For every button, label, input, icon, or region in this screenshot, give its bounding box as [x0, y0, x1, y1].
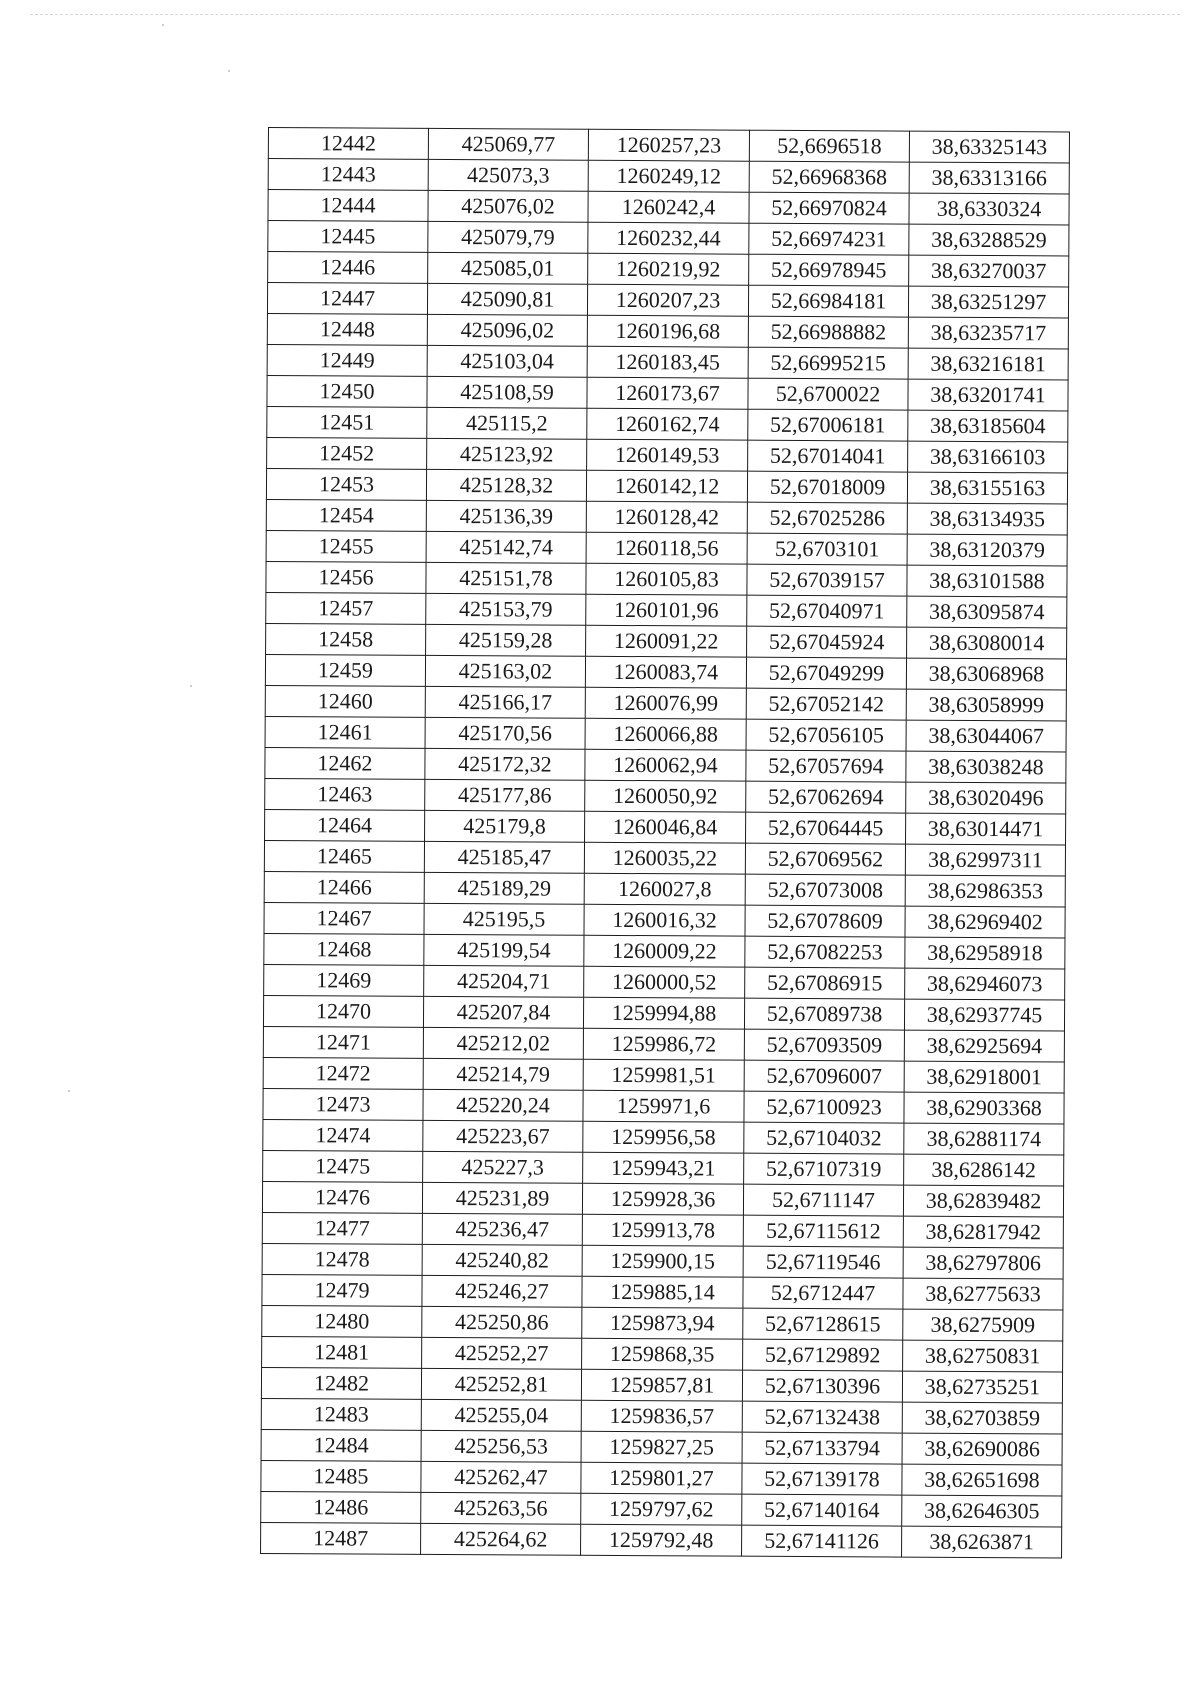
table-row [264, 964, 1065, 999]
x-coordinate-cell: 425207,84 [423, 996, 583, 1028]
latitude-cell: 52,6696518 [749, 130, 909, 162]
point-number-cell: 12481 [262, 1336, 422, 1368]
x-coordinate-cell: 425123,92 [427, 438, 587, 470]
y-coordinate-cell: 1260009,22 [584, 935, 745, 967]
longitude-cell: 38,62997311 [905, 844, 1065, 876]
point-number-cell: 12483 [261, 1398, 421, 1430]
table-row [262, 1181, 1063, 1216]
x-coordinate-cell: 425195,5 [424, 903, 584, 935]
longitude-cell: 38,6286142 [904, 1154, 1064, 1186]
y-coordinate-cell: 1260016,32 [584, 904, 745, 936]
latitude-cell: 52,67039157 [747, 564, 907, 596]
x-coordinate-cell: 425185,47 [424, 841, 584, 873]
y-coordinate-cell: 1259943,21 [583, 1152, 744, 1184]
longitude-cell: 38,6263871 [902, 1526, 1062, 1558]
table-row [261, 1367, 1062, 1402]
table-row [265, 716, 1066, 751]
y-coordinate-cell: 1260242,4 [588, 191, 749, 223]
table-row [265, 654, 1066, 689]
scan-speck [190, 685, 192, 687]
longitude-cell: 38,62958918 [905, 937, 1065, 969]
latitude-cell: 52,67018009 [747, 471, 907, 503]
x-coordinate-cell: 425069,77 [428, 128, 588, 160]
latitude-cell: 52,67130396 [742, 1370, 902, 1402]
y-coordinate-cell: 1260000,52 [584, 966, 745, 998]
point-number-cell: 12486 [261, 1491, 421, 1523]
point-number-cell: 12442 [268, 128, 428, 160]
point-number-cell: 12445 [268, 221, 428, 253]
table-row [266, 561, 1067, 596]
table-row [265, 809, 1066, 844]
y-coordinate-cell: 1260257,23 [588, 129, 749, 161]
y-coordinate-cell: 1260091,22 [586, 625, 747, 657]
y-coordinate-cell: 1260035,22 [584, 842, 745, 874]
latitude-cell: 52,66968368 [749, 161, 909, 193]
longitude-cell: 38,63313166 [909, 162, 1069, 194]
x-coordinate-cell: 425136,39 [426, 500, 586, 532]
y-coordinate-cell: 1260128,42 [586, 501, 747, 533]
x-coordinate-cell: 425199,54 [424, 934, 584, 966]
latitude-cell: 52,67057694 [746, 750, 906, 782]
longitude-cell: 38,62918001 [904, 1061, 1064, 1093]
x-coordinate-cell: 425223,67 [423, 1120, 583, 1152]
table-row [265, 747, 1066, 782]
table-row [268, 128, 1069, 163]
table-row [267, 313, 1068, 348]
x-coordinate-cell: 425204,71 [424, 965, 584, 997]
table-row [262, 1212, 1063, 1247]
longitude-cell: 38,62690086 [902, 1433, 1062, 1465]
latitude-cell: 52,67107319 [744, 1153, 904, 1185]
table-row [261, 1491, 1062, 1526]
longitude-cell: 38,63134935 [907, 503, 1067, 535]
table-row [267, 344, 1068, 379]
point-number-cell: 12475 [263, 1150, 423, 1182]
point-number-cell: 12473 [263, 1088, 423, 1120]
point-number-cell: 12459 [265, 654, 425, 686]
latitude-cell: 52,67056105 [746, 719, 906, 751]
point-number-cell: 12461 [265, 716, 425, 748]
table-row [268, 252, 1069, 287]
table-row [262, 1305, 1063, 1340]
x-coordinate-cell: 425151,78 [426, 562, 586, 594]
point-number-cell: 12468 [264, 933, 424, 965]
x-coordinate-cell: 425096,02 [427, 314, 587, 346]
x-coordinate-cell: 425264,62 [421, 1523, 581, 1555]
point-number-cell: 12471 [263, 1026, 423, 1058]
point-number-cell: 12485 [261, 1460, 421, 1492]
latitude-cell: 52,66995215 [748, 347, 908, 379]
longitude-cell: 38,62986353 [905, 875, 1065, 907]
y-coordinate-cell: 1259986,72 [583, 1028, 744, 1060]
y-coordinate-cell: 1259928,36 [582, 1183, 743, 1215]
x-coordinate-cell: 425252,81 [421, 1368, 581, 1400]
latitude-cell: 52,67052142 [746, 688, 906, 720]
latitude-cell: 52,67082253 [745, 936, 905, 968]
y-coordinate-cell: 1260076,99 [585, 687, 746, 719]
table-row [263, 1119, 1064, 1154]
point-number-cell: 12484 [261, 1429, 421, 1461]
x-coordinate-cell: 425085,01 [428, 252, 588, 284]
x-coordinate-cell: 425170,56 [425, 717, 585, 749]
y-coordinate-cell: 1259873,94 [582, 1307, 743, 1339]
y-coordinate-cell: 1260118,56 [586, 532, 747, 564]
table-row [261, 1398, 1062, 1433]
longitude-cell: 38,6275909 [903, 1309, 1063, 1341]
table-row [264, 902, 1065, 937]
longitude-cell: 38,63068968 [906, 658, 1066, 690]
latitude-cell: 52,67064445 [746, 812, 906, 844]
latitude-cell: 52,67115612 [743, 1215, 903, 1247]
point-number-cell: 12487 [261, 1522, 421, 1554]
table-row [266, 592, 1067, 627]
table-row [263, 1026, 1064, 1061]
y-coordinate-cell: 1259885,14 [582, 1276, 743, 1308]
table-row [265, 685, 1066, 720]
longitude-cell: 38,62703859 [902, 1402, 1062, 1434]
latitude-cell: 52,67049299 [746, 657, 906, 689]
x-coordinate-cell: 425159,28 [426, 624, 586, 656]
table-row [266, 623, 1067, 658]
table-row [261, 1429, 1062, 1464]
table-row [263, 1088, 1064, 1123]
x-coordinate-cell: 425073,3 [428, 159, 588, 191]
longitude-cell: 38,62646305 [902, 1495, 1062, 1527]
table-row [267, 437, 1068, 472]
latitude-cell: 52,6700022 [748, 378, 908, 410]
latitude-cell: 52,66978945 [749, 254, 909, 286]
y-coordinate-cell: 1259994,88 [583, 997, 744, 1029]
point-number-cell: 12453 [266, 468, 426, 500]
x-coordinate-cell: 425076,02 [428, 190, 588, 222]
point-number-cell: 12450 [267, 375, 427, 407]
y-coordinate-cell: 1260062,94 [585, 749, 746, 781]
x-coordinate-cell: 425179,8 [425, 810, 585, 842]
x-coordinate-cell: 425189,29 [424, 872, 584, 904]
y-coordinate-cell: 1259971,6 [583, 1090, 744, 1122]
longitude-cell: 38,63201741 [908, 379, 1068, 411]
x-coordinate-cell: 425142,74 [426, 531, 586, 563]
table-row [268, 159, 1069, 194]
latitude-cell: 52,67086915 [745, 967, 905, 999]
point-number-cell: 12454 [266, 499, 426, 531]
table-row [267, 283, 1068, 318]
y-coordinate-cell: 1260162,74 [587, 408, 748, 440]
table-row [264, 871, 1065, 906]
longitude-cell: 38,62797806 [903, 1247, 1063, 1279]
latitude-cell: 52,66970824 [749, 192, 909, 224]
point-number-cell: 12460 [265, 685, 425, 717]
latitude-cell: 52,67104032 [744, 1122, 904, 1154]
point-number-cell: 12455 [266, 530, 426, 562]
longitude-cell: 38,63095874 [907, 596, 1067, 628]
x-coordinate-cell: 425255,04 [421, 1399, 581, 1431]
x-coordinate-cell: 425090,81 [427, 283, 587, 315]
point-number-cell: 12452 [267, 437, 427, 469]
x-coordinate-cell: 425252,27 [422, 1337, 582, 1369]
latitude-cell: 52,67025286 [747, 502, 907, 534]
y-coordinate-cell: 1259900,15 [582, 1245, 743, 1277]
x-coordinate-cell: 425246,27 [422, 1275, 582, 1307]
table-row [262, 1336, 1063, 1371]
point-number-cell: 12479 [262, 1274, 422, 1306]
point-number-cell: 12482 [261, 1367, 421, 1399]
y-coordinate-cell: 1260232,44 [588, 222, 749, 254]
y-coordinate-cell: 1260196,68 [587, 315, 748, 347]
longitude-cell: 38,62735251 [902, 1371, 1062, 1403]
longitude-cell: 38,63216181 [908, 348, 1068, 380]
latitude-cell: 52,6711147 [743, 1184, 903, 1216]
point-number-cell: 12476 [262, 1181, 422, 1213]
point-number-cell: 12446 [268, 252, 428, 284]
y-coordinate-cell: 1260046,84 [585, 811, 746, 843]
latitude-cell: 52,67096007 [744, 1060, 904, 1092]
x-coordinate-cell: 425128,32 [426, 469, 586, 501]
longitude-cell: 38,63120379 [907, 534, 1067, 566]
y-coordinate-cell: 1259913,78 [582, 1214, 743, 1246]
point-number-cell: 12449 [267, 344, 427, 376]
longitude-cell: 38,62969402 [905, 906, 1065, 938]
latitude-cell: 52,67014041 [748, 440, 908, 472]
y-coordinate-cell: 1259956,58 [583, 1121, 744, 1153]
y-coordinate-cell: 1260027,8 [584, 873, 745, 905]
y-coordinate-cell: 1260183,45 [587, 346, 748, 378]
x-coordinate-cell: 425256,53 [421, 1430, 581, 1462]
x-coordinate-cell: 425079,79 [428, 221, 588, 253]
point-number-cell: 12444 [268, 190, 428, 222]
y-coordinate-cell: 1260050,92 [585, 780, 746, 812]
latitude-cell: 52,67139178 [742, 1463, 902, 1495]
longitude-cell: 38,62946073 [905, 968, 1065, 1000]
y-coordinate-cell: 1259797,62 [581, 1493, 742, 1525]
y-coordinate-cell: 1259868,35 [582, 1338, 743, 1370]
table-row [263, 1150, 1064, 1185]
point-number-cell: 12465 [264, 840, 424, 872]
y-coordinate-cell: 1260066,88 [585, 718, 746, 750]
longitude-cell: 38,63288529 [909, 224, 1069, 256]
y-coordinate-cell: 1259981,51 [583, 1059, 744, 1091]
point-number-cell: 12443 [268, 159, 428, 191]
longitude-cell: 38,63101588 [907, 565, 1067, 597]
longitude-cell: 38,63058999 [906, 689, 1066, 721]
point-number-cell: 12470 [263, 995, 423, 1027]
table-row [267, 375, 1068, 410]
y-coordinate-cell: 1260207,23 [587, 284, 748, 316]
latitude-cell: 52,66988882 [748, 316, 908, 348]
longitude-cell: 38,63020496 [906, 782, 1066, 814]
point-number-cell: 12477 [262, 1212, 422, 1244]
point-number-cell: 12457 [266, 592, 426, 624]
longitude-cell: 38,62750831 [903, 1340, 1063, 1372]
x-coordinate-cell: 425115,2 [427, 407, 587, 439]
x-coordinate-cell: 425263,56 [421, 1492, 581, 1524]
x-coordinate-cell: 425163,02 [425, 655, 585, 687]
longitude-cell: 38,62817942 [903, 1216, 1063, 1248]
y-coordinate-cell: 1259857,81 [581, 1369, 742, 1401]
y-coordinate-cell: 1259827,25 [581, 1431, 742, 1463]
point-number-cell: 12447 [267, 283, 427, 315]
x-coordinate-cell: 425108,59 [427, 376, 587, 408]
scan-speck [228, 70, 230, 72]
longitude-cell: 38,62775633 [903, 1278, 1063, 1310]
latitude-cell: 52,67045924 [747, 626, 907, 658]
table-row [263, 995, 1064, 1030]
latitude-cell: 52,67119546 [743, 1246, 903, 1278]
x-coordinate-cell: 425250,86 [422, 1306, 582, 1338]
y-coordinate-cell: 1260101,96 [586, 594, 747, 626]
x-coordinate-cell: 425103,04 [427, 345, 587, 377]
latitude-cell: 52,67100923 [744, 1091, 904, 1123]
table-row [261, 1522, 1062, 1557]
x-coordinate-cell: 425262,47 [421, 1461, 581, 1493]
coordinates-table-body [261, 128, 1070, 1558]
x-coordinate-cell: 425240,82 [422, 1244, 582, 1276]
table-row [265, 778, 1066, 813]
latitude-cell: 52,67141126 [742, 1525, 902, 1557]
latitude-cell: 52,6712447 [743, 1277, 903, 1309]
point-number-cell: 12456 [266, 561, 426, 593]
longitude-cell: 38,62651698 [902, 1464, 1062, 1496]
point-number-cell: 12463 [265, 778, 425, 810]
point-number-cell: 12462 [265, 747, 425, 779]
table-row [266, 499, 1067, 534]
x-coordinate-cell: 425231,89 [422, 1182, 582, 1214]
latitude-cell: 52,67040971 [747, 595, 907, 627]
latitude-cell: 52,66974231 [749, 223, 909, 255]
longitude-cell: 38,63251297 [908, 286, 1068, 318]
point-number-cell: 12458 [266, 623, 426, 655]
table-row [262, 1274, 1063, 1309]
latitude-cell: 52,66984181 [748, 285, 908, 317]
x-coordinate-cell: 425177,86 [425, 779, 585, 811]
x-coordinate-cell: 425214,79 [423, 1058, 583, 1090]
point-number-cell: 12472 [263, 1057, 423, 1089]
table-row [263, 1057, 1064, 1092]
x-coordinate-cell: 425236,47 [422, 1213, 582, 1245]
latitude-cell: 52,67089738 [744, 998, 904, 1030]
longitude-cell: 38,6330324 [909, 193, 1069, 225]
x-coordinate-cell: 425166,17 [425, 686, 585, 718]
latitude-cell: 52,67069562 [745, 843, 905, 875]
y-coordinate-cell: 1260173,67 [587, 377, 748, 409]
y-coordinate-cell: 1259801,27 [581, 1462, 742, 1494]
longitude-cell: 38,63044067 [906, 720, 1066, 752]
point-number-cell: 12469 [264, 964, 424, 996]
longitude-cell: 38,63080014 [907, 627, 1067, 659]
table-row [268, 221, 1069, 256]
point-number-cell: 12480 [262, 1305, 422, 1337]
latitude-cell: 52,67006181 [748, 409, 908, 441]
latitude-cell: 52,67093509 [744, 1029, 904, 1061]
point-number-cell: 12464 [265, 809, 425, 841]
longitude-cell: 38,62903368 [904, 1092, 1064, 1124]
x-coordinate-cell: 425227,3 [423, 1151, 583, 1183]
longitude-cell: 38,63166103 [908, 441, 1068, 473]
scan-top-rule [30, 14, 1180, 15]
y-coordinate-cell: 1260249,12 [588, 160, 749, 192]
table-row [268, 190, 1069, 225]
longitude-cell: 38,63185604 [908, 410, 1068, 442]
latitude-cell: 52,67073008 [745, 874, 905, 906]
y-coordinate-cell: 1260142,12 [586, 470, 747, 502]
longitude-cell: 38,63038248 [906, 751, 1066, 783]
point-number-cell: 12478 [262, 1243, 422, 1275]
y-coordinate-cell: 1259792,48 [581, 1524, 742, 1556]
table-row [267, 406, 1068, 441]
y-coordinate-cell: 1260149,53 [587, 439, 748, 471]
longitude-cell: 38,63235717 [908, 317, 1068, 349]
scan-speck [162, 24, 164, 26]
longitude-cell: 38,62925694 [904, 1030, 1064, 1062]
latitude-cell: 52,67078609 [745, 905, 905, 937]
longitude-cell: 38,62937745 [904, 999, 1064, 1031]
y-coordinate-cell: 1259836,57 [581, 1400, 742, 1432]
table-row [262, 1243, 1063, 1278]
coordinates-table [260, 127, 1070, 1558]
longitude-cell: 38,63155163 [907, 472, 1067, 504]
latitude-cell: 52,67129892 [743, 1339, 903, 1371]
x-coordinate-cell: 425172,32 [425, 748, 585, 780]
longitude-cell: 38,62839482 [903, 1185, 1063, 1217]
latitude-cell: 52,6703101 [747, 533, 907, 565]
table-row [264, 840, 1065, 875]
scan-speck [68, 1090, 70, 1092]
x-coordinate-cell: 425212,02 [423, 1027, 583, 1059]
y-coordinate-cell: 1260105,83 [586, 563, 747, 595]
y-coordinate-cell: 1260219,92 [588, 253, 749, 285]
table-row [261, 1460, 1062, 1495]
longitude-cell: 38,63014471 [906, 813, 1066, 845]
point-number-cell: 12467 [264, 902, 424, 934]
latitude-cell: 52,67132438 [742, 1401, 902, 1433]
latitude-cell: 52,67128615 [743, 1308, 903, 1340]
longitude-cell: 38,63270037 [909, 255, 1069, 287]
latitude-cell: 52,67062694 [746, 781, 906, 813]
point-number-cell: 12448 [267, 313, 427, 345]
point-number-cell: 12474 [263, 1119, 423, 1151]
x-coordinate-cell: 425153,79 [426, 593, 586, 625]
longitude-cell: 38,63325143 [909, 131, 1069, 163]
longitude-cell: 38,62881174 [904, 1123, 1064, 1155]
table-row [264, 933, 1065, 968]
point-number-cell: 12451 [267, 406, 427, 438]
y-coordinate-cell: 1260083,74 [585, 656, 746, 688]
latitude-cell: 52,67140164 [742, 1494, 902, 1526]
table-row [266, 530, 1067, 565]
point-number-cell: 12466 [264, 871, 424, 903]
latitude-cell: 52,67133794 [742, 1432, 902, 1464]
table-row [266, 468, 1067, 503]
x-coordinate-cell: 425220,24 [423, 1089, 583, 1121]
